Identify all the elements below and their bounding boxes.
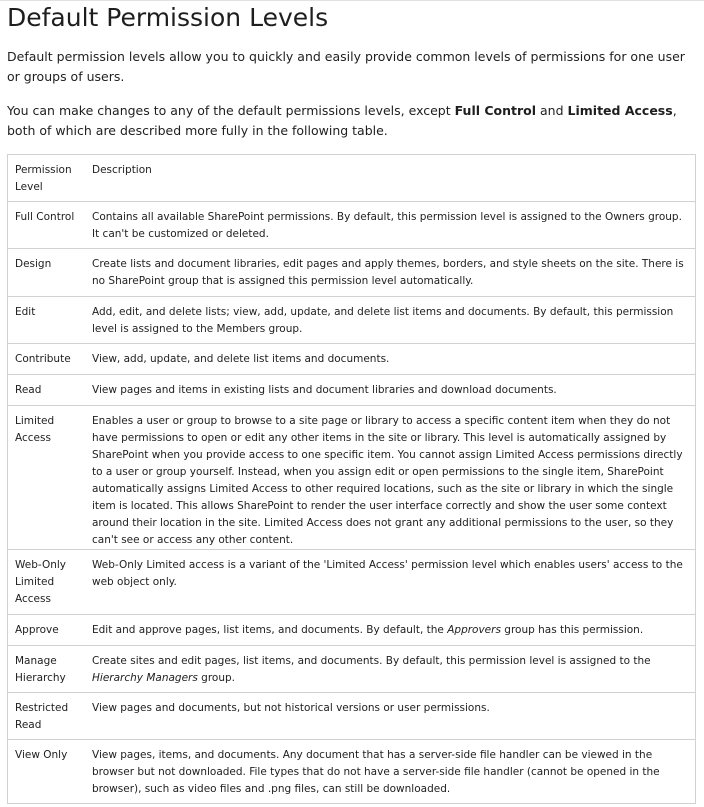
limited-access-bold: Limited Access (567, 103, 673, 118)
intro-paragraph-1: Default permission levels allow you to quickly and easily provide common levels of permissions for one user or groups of users. (7, 49, 685, 84)
row-level: Manage Hierarchy (15, 654, 66, 684)
row-level: Limited Access (15, 414, 55, 444)
row-description: View pages and documents, but not historical versions or user permissions. (92, 701, 490, 714)
full-control-bold: Full Control (454, 103, 537, 118)
row-level: View Only (15, 748, 68, 761)
table-row (8, 614, 695, 645)
intro-paragraph-2: You can make changes to any of the default permissions levels, except Full Control and Limited Access, both of which are described more fully in the following table. (7, 103, 677, 138)
header-description: Description (92, 155, 695, 201)
row-description: Add, edit, and delete lists; view, add, update, and delete list items and documents. By default, this permission level is assigned to the Members group. (92, 305, 674, 335)
row-description: Contains all available SharePoint permissions. By default, this permission level is assigned to the Owners group. It can't be customized or deleted. (92, 210, 682, 240)
table-row (8, 739, 695, 803)
row-description: Create lists and document libraries, edit pages and apply themes, borders, and style sheets on the site. There is no SharePoint group that is assigned this permission level automatically. (92, 257, 684, 287)
row-level: Edit (15, 305, 36, 318)
row-level: Design (15, 257, 52, 270)
table-row (8, 692, 695, 739)
table-row (8, 374, 695, 405)
permission-levels-table (7, 154, 696, 804)
row-description: Create sites and edit pages, list items, and documents. By default, this permission level is assigned to the Hierarchy Managers group. (92, 654, 651, 684)
table-row (8, 549, 695, 614)
page-title: Default Permission Levels (7, 3, 329, 32)
row-level: Contribute (15, 352, 71, 365)
row-level: Read (15, 383, 42, 396)
row-description: Web-Only Limited access is a variant of the 'Limited Access' permission level which enables users' access to the web object only. (92, 558, 683, 588)
row-level: Full Control (15, 210, 75, 223)
table-row (8, 248, 695, 296)
table-row (8, 343, 695, 374)
row-description: Enables a user or group to browse to a site page or library to access a specific content item when they do not have permissions to open or edit any other items in the site or library. This level is automatically assigned by SharePoint when you provide access to one specific item. You cannot assign Limited Access permissions directly to a user or group yourself. Instead, when you assign edit or open permissions to the single item, SharePoint automatically assigns Limited Access to other required locations, such as the site or library in which the single item is located. This allows SharePoint to render the user interface correctly and show the user some context around their location in the site. Limited Access does not grant any additional permissions to the user, so they can't see or access any other content. (92, 414, 683, 546)
row-description: View pages and items in existing lists and document libraries and download documents. (92, 383, 557, 396)
table-row (8, 645, 695, 692)
row-description: View pages, items, and documents. Any document that has a server-side file handler can be viewed in the browser but not downloaded. File types that do not have a server-side file handler (cannot be opened in the browser), such as video files and .png files, can still be downloaded. (92, 748, 660, 795)
row-level: Restricted Read (15, 701, 69, 731)
row-level: Approve (15, 623, 59, 636)
table-row (8, 201, 695, 248)
row-description: Edit and approve pages, list items, and documents. By default, the Approvers group has this permission. (92, 623, 644, 636)
row-level: Web-Only Limited Access (15, 558, 67, 605)
header-permission-level: Permission Level (8, 155, 92, 201)
row-description: View, add, update, and delete list items and documents. (92, 352, 390, 365)
table-header-row (8, 155, 695, 201)
table-row (8, 296, 695, 343)
table-row (8, 405, 695, 549)
